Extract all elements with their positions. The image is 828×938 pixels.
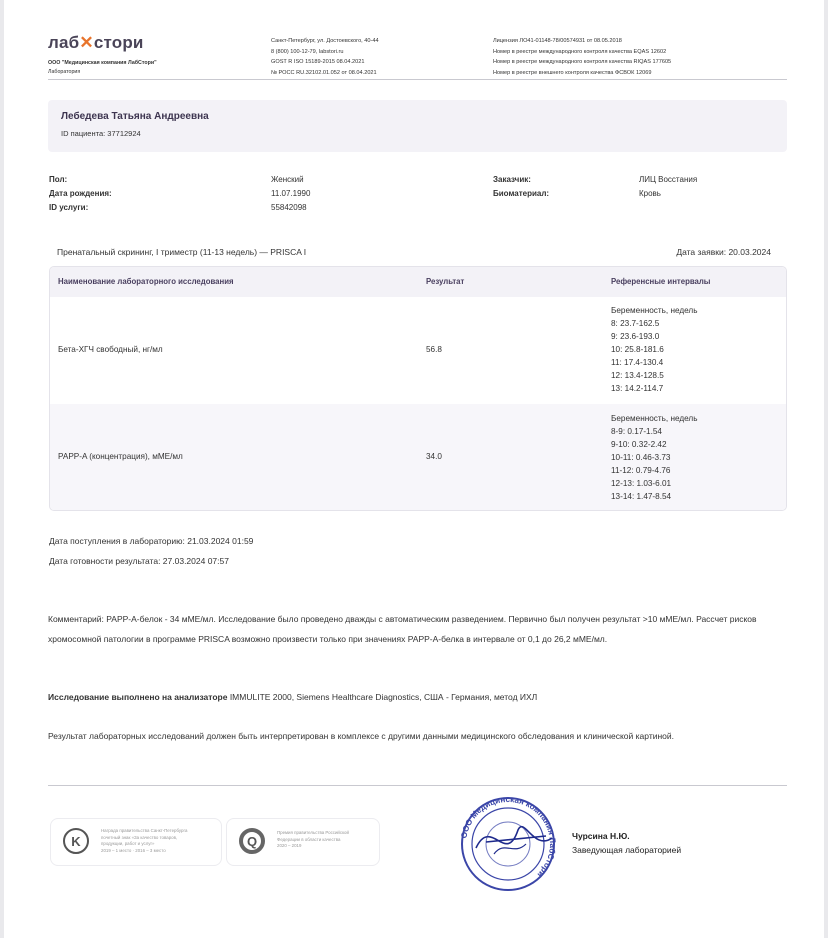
info-label-service-id: ID услуги: — [49, 203, 89, 212]
labstori-logo: лаб✕стори — [48, 33, 144, 52]
footer-divider — [48, 785, 787, 786]
logo-mark-icon: ✕ — [79, 33, 94, 52]
row-2-test-name: PAPP-A (концентрация), мМЕ/мл — [58, 452, 183, 461]
header-divider — [48, 79, 787, 80]
row-1-reference: Беременность, недель 8: 23.7-162.5 9: 23.6-193.0 10: 25.8-181.6 11: 17.4-130.4 12: 13.4-128.5 13: 14.2-114.7 — [611, 306, 698, 393]
award-k-icon: K — [63, 828, 89, 854]
analyzer-info: Исследование выполнено на анализаторе IMMULITE 2000, Siemens Healthcare Diagnostics, США - Германия, метод ИХЛ — [48, 692, 538, 702]
svg-text:ООО Медицинская компания ЛабСт: ООО Медицинская компания ЛабСтори — [459, 796, 558, 880]
company-name: ООО "Медицинская компания ЛабСтори" — [48, 60, 157, 66]
info-value-customer: ЛИЦ Восстания — [639, 175, 698, 184]
license-block: Лицензия ЛО41-01148-78/00574931 от 08.05.2018 Номер в реестре международного контроля качества EQAS 12602 Номер в реестре международного контроля качества RIQAS 177605 Номер в реестре внешнего контроля качества ФСВОК 12069 — [493, 38, 672, 76]
results-table — [49, 266, 787, 511]
table-header — [50, 267, 786, 297]
row-1-test-name: Бета-ХГЧ свободный, нг/мл — [58, 345, 163, 354]
row-1-result: 56.8 — [426, 345, 442, 354]
patient-name: Лебедева Татьяна Андреевна — [61, 111, 209, 122]
signatory-name: Чурсина Н.Ю. — [572, 831, 630, 841]
award-badge-spb: K Награда правительства Санкт-Петербурга почетный знак «За качество товаров, продукции, работ и услуг» 2019 – 1 место · 2016 – 3 место — [50, 818, 222, 866]
info-label-birthdate: Дата рождения: — [49, 189, 112, 198]
column-header-test: Наименование лабораторного исследования — [58, 277, 234, 286]
award-badge-rf: Q Премия правительства Российской Федерации в области качества 2020 – 2019 — [226, 818, 380, 866]
row-2-reference: Беременность, недель 8-9: 0.17-1.54 9-10: 0.32-2.42 10-11: 0.46-3.73 11-12: 0.79-4.76 12-13: 1.03-6.01 13-14: 1.47-8.54 — [611, 414, 698, 501]
info-value-service-id: 55842098 — [271, 203, 307, 212]
company-stamp — [456, 796, 560, 892]
patient-card — [48, 100, 787, 152]
info-value-biomaterial: Кровь — [639, 189, 661, 198]
comment-text: Комментарий: PAPP-A-белок - 34 мМЕ/мл. Исследование было проведено дважды с автоматическим разведением. Первично был получен результат >10 мМЕ/мл. Рассчет рисков хромосомной патологии в программе PRISCA возможно произвести только при значениях PAPP-A-белка в интервале от 0,1 до 26,2 мМЕ/мл. — [48, 614, 757, 644]
company-subtitle: Лаборатория — [48, 69, 81, 75]
test-title: Пренатальный скрининг, I триместр (11-13 недель) — PRISCA I — [57, 247, 307, 257]
request-date: Дата заявки: 20.03.2024 — [676, 247, 771, 257]
signatory-role: Заведующая лабораторией — [572, 845, 682, 855]
info-label-customer: Заказчик: — [493, 175, 531, 184]
row-2-result: 34.0 — [426, 452, 442, 461]
ready-date: Дата готовности результата: 27.03.2024 07:57 — [49, 556, 229, 566]
interpretation-note: Результат лабораторных исследований должен быть интерпретирован в комплексе с другими данными медицинского обследования и клинической картиной. — [48, 731, 674, 741]
info-label-sex: Пол: — [49, 175, 68, 184]
received-date: Дата поступления в лабораторию: 21.03.2024 01:59 — [49, 536, 254, 546]
stamp-seal-icon — [456, 796, 560, 892]
patient-id: ID пациента: 37712924 — [61, 129, 141, 138]
column-header-reference: Референсные интервалы — [611, 277, 711, 286]
address-block: Санкт-Петербург, ул. Достоевского, 40-44 8 (800) 100-12-79, labstori.ru GOST R ISO 15189-2015 08.04.2021 № РОСС RU.32102.01.052 от 08.04.2021 — [271, 38, 379, 76]
award-q-icon: Q — [239, 828, 265, 854]
info-value-birthdate: 11.07.1990 — [271, 189, 311, 198]
info-label-biomaterial: Биоматериал: — [493, 189, 550, 198]
column-header-result: Результат — [426, 277, 465, 286]
info-value-sex: Женский — [271, 175, 304, 184]
